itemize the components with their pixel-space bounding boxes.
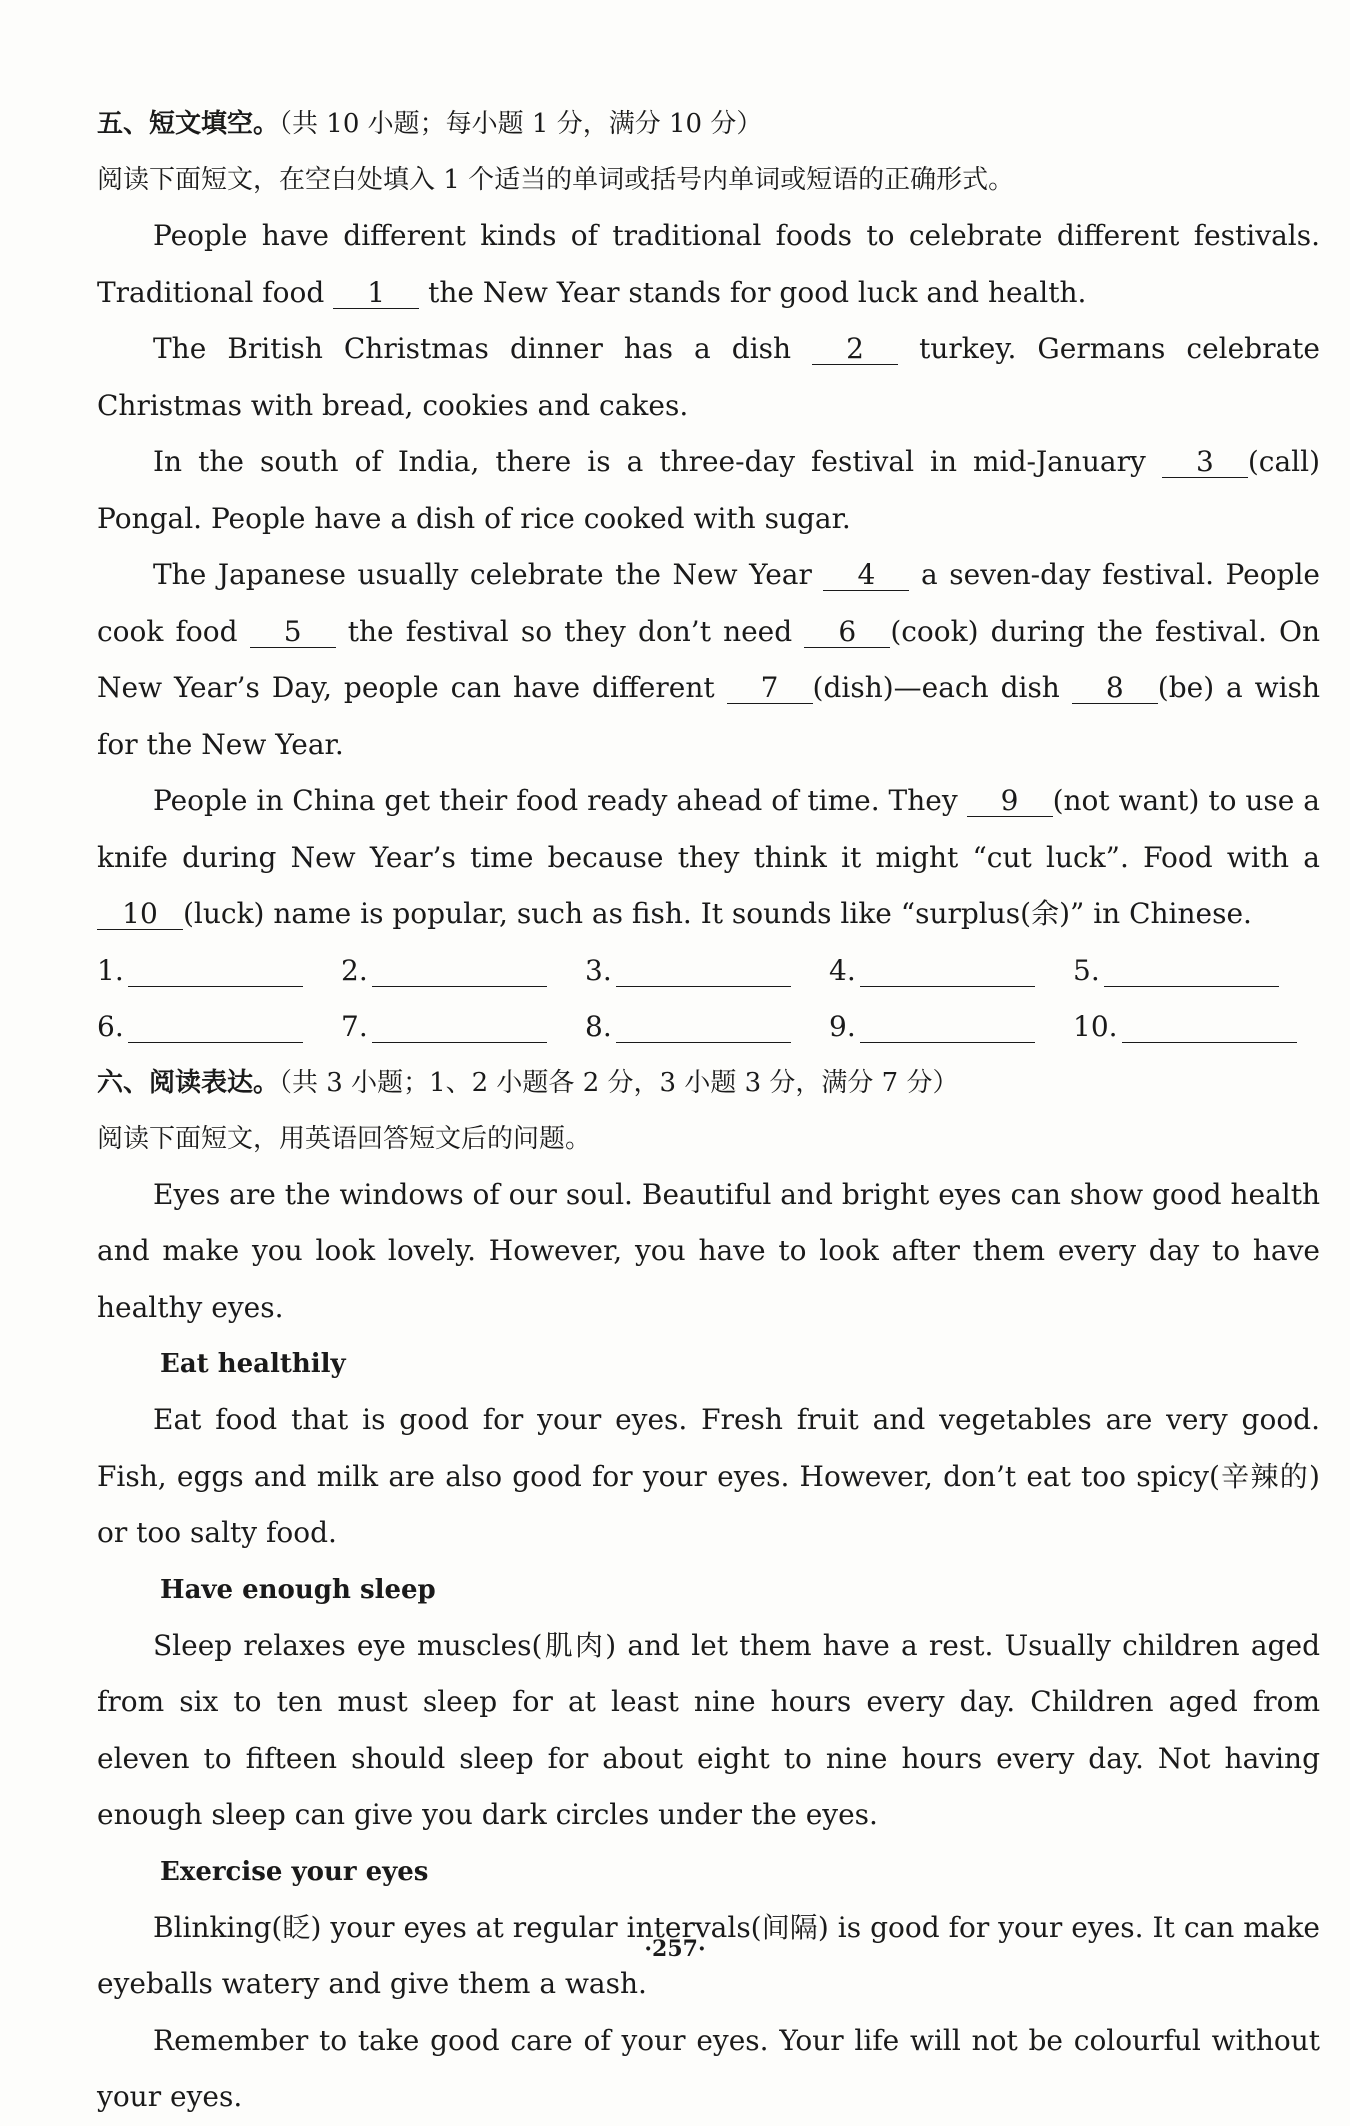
cloze-paragraph-1: People have different kinds of traditional foods to celebrate different festivals. Traditional food 1 the New Year stands for good luck and health.: [97, 219, 1320, 309]
reading-paragraph-1: Eat food that is good for your eyes. Fresh fruit and vegetables are very good. Fish, eggs and milk are also good for your eyes. However, don’t eat too spicy(辛辣的) or too salty food.: [97, 1403, 1320, 1549]
blank-6: 6: [804, 617, 890, 648]
reading-conclusion: Remember to take good care of your eyes. Your life will not be colourful without your eyes.: [97, 2023, 1320, 2113]
answer-slot-5: 5.: [1073, 943, 1317, 999]
blank-10: 10: [97, 899, 183, 930]
subheading-eat-healthily: Eat healthily: [160, 1349, 346, 1379]
subheading-have-enough-sleep: Have enough sleep: [160, 1574, 436, 1605]
blank-8: 8: [1072, 673, 1158, 704]
cloze-paragraph-3: In the south of India, there is a three-day festival in mid-January 3 (call) Pongal. People have a dish of rice cooked with sugar.: [97, 445, 1320, 535]
reading-paragraph-3: Blinking(眨) your eyes at regular intervals(间隔) is good for your eyes. It can make eyeballs watery and give them a wash.: [97, 1910, 1320, 2000]
answer-slot-4: 4.: [829, 943, 1073, 999]
answer-slot-1: 1.: [97, 943, 341, 999]
cloze-paragraph-5: People in China get their food ready ahead of time. They 9 (not want) to use a knife during New Year’s time because they think it might “cut luck”. Food with a 10 (luck) name is popular, such as fish. It sounds like “surplus(余)” in Chinese.: [97, 784, 1320, 930]
blank-2: 2: [812, 334, 898, 365]
blank-4: 4: [823, 560, 909, 591]
answer-slot-2: 2.: [341, 943, 585, 999]
reading-intro: Eyes are the windows of our soul. Beautiful and bright eyes can show good health and make you look lovely. However, you have to look after them every day to have healthy eyes.: [97, 1177, 1320, 1324]
section-5-instruction: 阅读下面短文，在空白处填入 1 个适当的单词或括号内单词或短语的正确形式。: [97, 165, 1015, 195]
answer-slot-6: 6.: [97, 999, 341, 1055]
section-6-title: 六、阅读表达。（共 3 小题；1、2 小题各 2 分，3 小题 3 分，满分 7 分）: [97, 1067, 959, 1098]
reading-paragraph-2: Sleep relaxes eye muscles(肌肉) and let them have a rest. Usually children aged from six to ten must sleep for at least nine hours every day. Children aged from eleven to fifteen should sleep for about eight to nine hours every day. Not having enough sleep can give you dark circles under the eyes.: [97, 1628, 1320, 1831]
blank-3: 3: [1162, 447, 1248, 478]
page-number: ·257·: [644, 1936, 706, 1962]
section-5-title: 五、短文填空。（共 10 小题；每小题 1 分，满分 10 分）: [97, 109, 763, 139]
blank-5: 5: [250, 617, 336, 648]
answer-slot-8: 8.: [585, 999, 829, 1055]
blank-7: 7: [727, 673, 813, 704]
cloze-paragraph-2: The British Christmas dinner has a dish 2 turkey. Germans celebrate Christmas with bread, cookies and cakes.: [97, 332, 1320, 422]
cloze-paragraph-4: The Japanese usually celebrate the New Year 4 a seven-day festival. People cook food 5 the festival so they don’t need 6 (cook) during the festival. On New Year’s Day, people can have different 7 (dish)—each dish 8 (be) a wish for the New Year.: [97, 558, 1320, 761]
blank-1: 1: [333, 278, 419, 309]
answer-slot-3: 3.: [585, 943, 829, 999]
blank-9: 9: [967, 786, 1053, 817]
answer-slot-10: 10.: [1073, 999, 1317, 1055]
answer-slot-9: 9.: [829, 999, 1073, 1055]
answer-slot-7: 7.: [341, 999, 585, 1055]
answer-grid: [97, 943, 1320, 1055]
section-6-instruction: 阅读下面短文，用英语回答短文后的问题。: [97, 1123, 592, 1154]
subheading-exercise-your-eyes: Exercise your eyes: [160, 1856, 429, 1887]
